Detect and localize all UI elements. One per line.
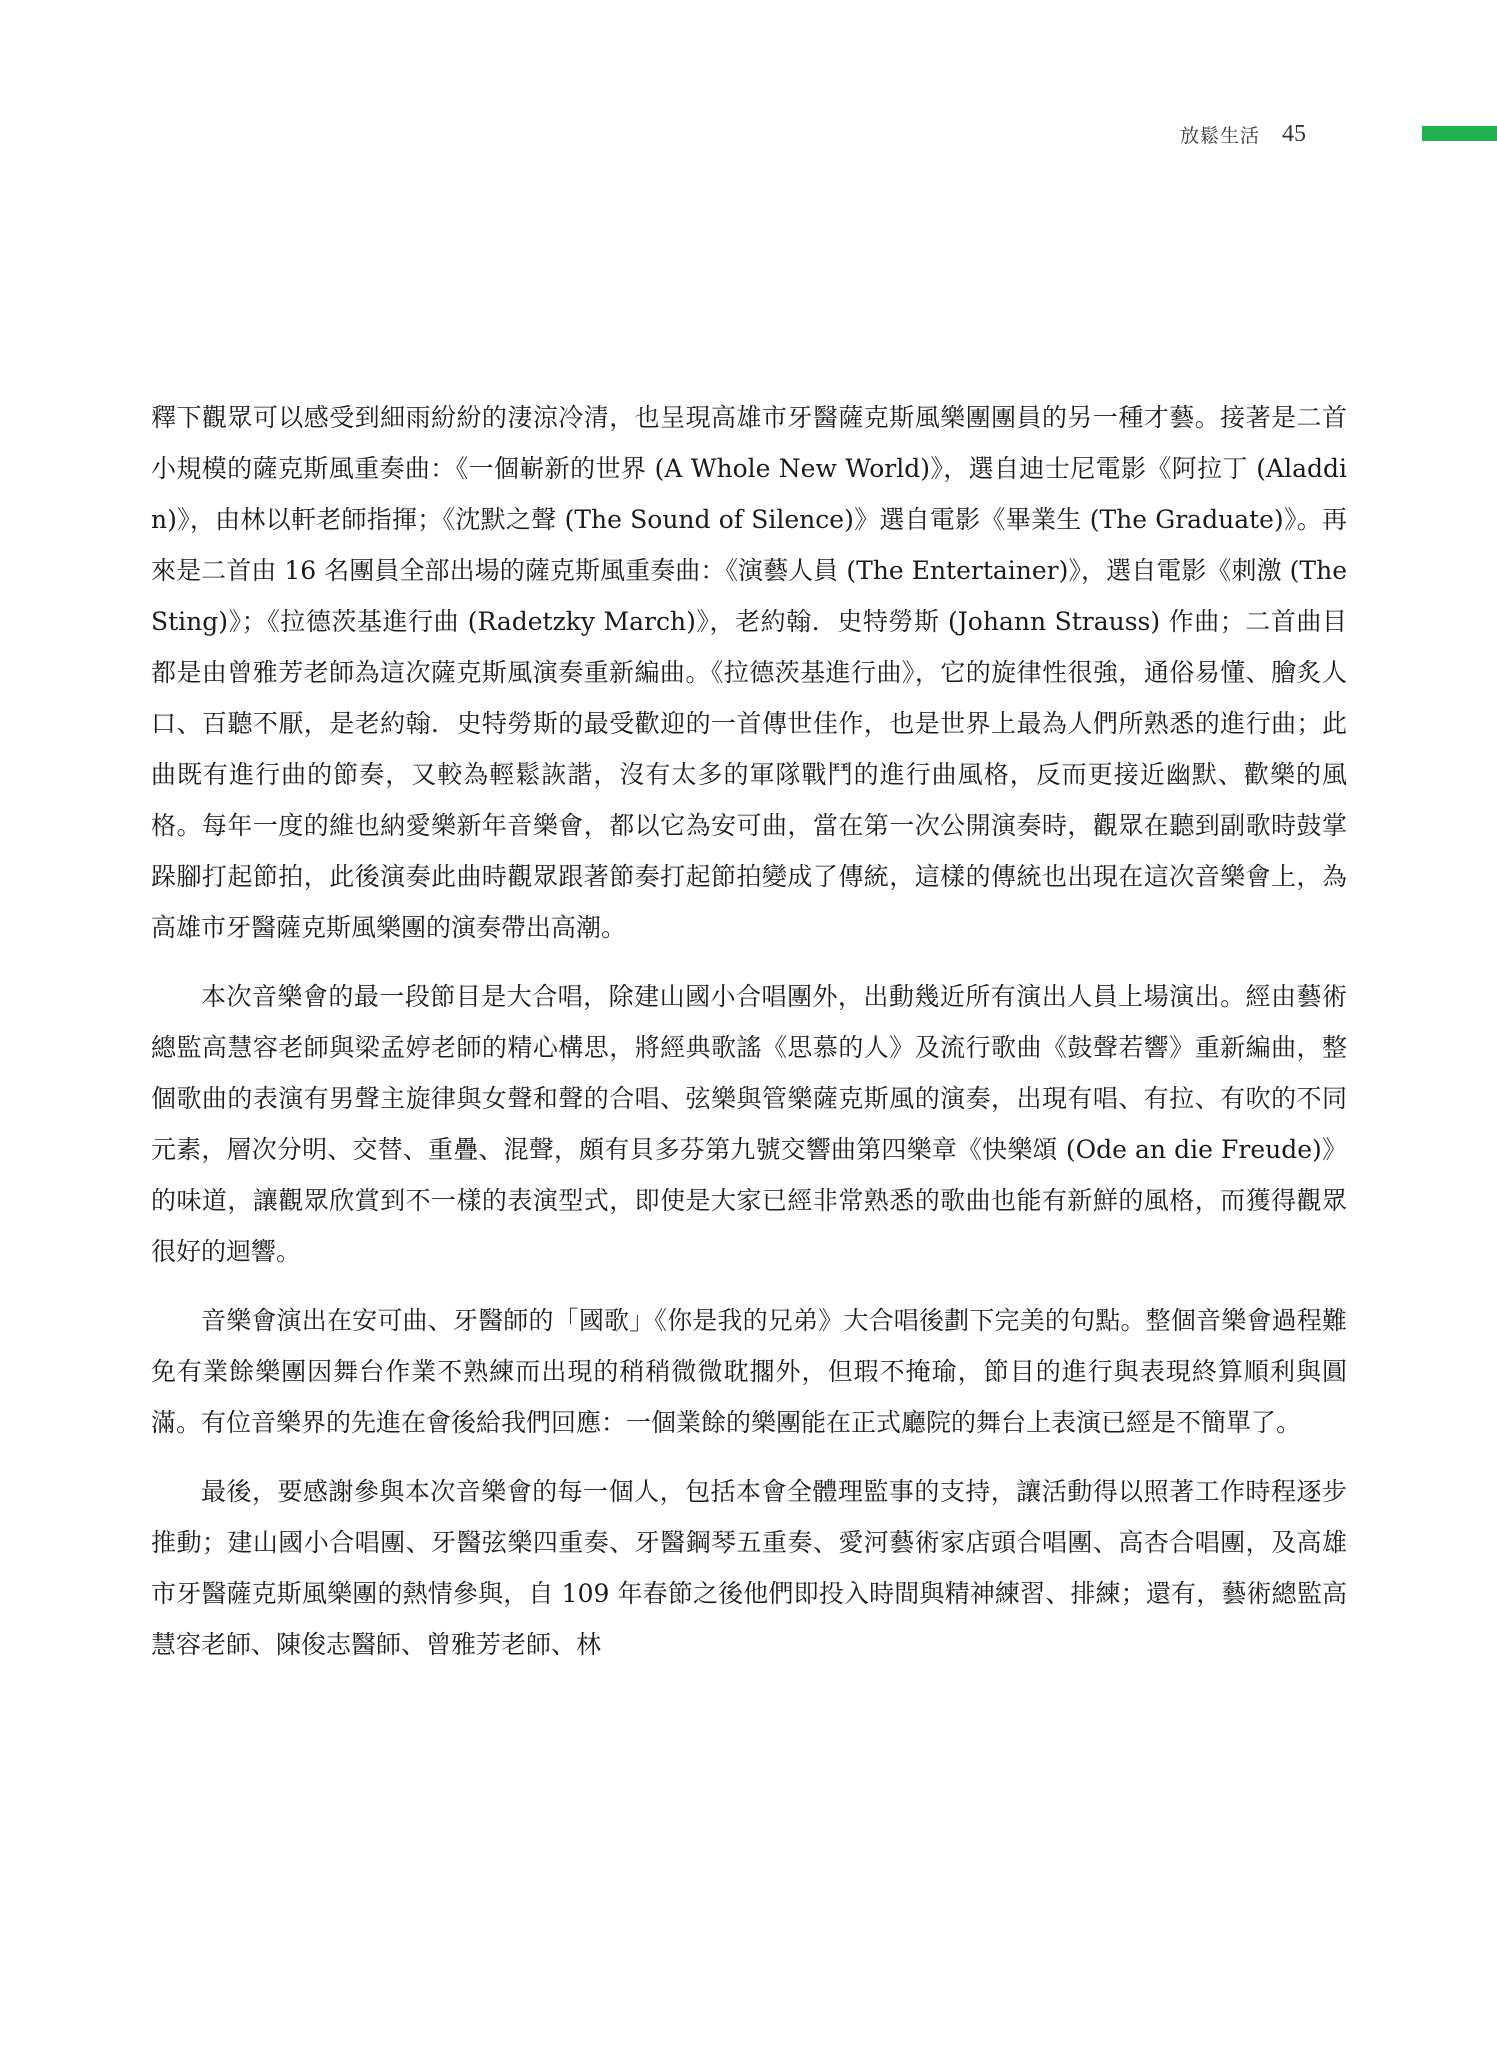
paragraph-3: 音樂會演出在安可曲、牙醫師的「國歌」《你是我的兄弟》大合唱後劃下完美的句點。整個音樂會過程難免有業餘樂團因舞台作業不熟練而出現的稍稍微微耽擱外，但瑕不掩瑜，節目的進行與表現終算順利與圓滿。有位音樂界的先進在會後給我們回應：一個業餘的樂團能在正式廳院的舞台上表演已經是不簡單了。 [151,1306,1347,1437]
accent-bar [1422,126,1497,141]
body-text [151,392,1347,1670]
paragraph-2: 本次音樂會的最一段節目是大合唱，除建山國小合唱團外，出動幾近所有演出人員上場演出。經由藝術總監高慧容老師與梁孟婷老師的精心構思，將經典歌謠《思慕的人》及流行歌曲《鼓聲若響》重新編曲，整個歌曲的表演有男聲主旋律與女聲和聲的合唱、弦樂與管樂薩克斯風的演奏，出現有唱、有拉、有吹的不同元素，層次分明、交替、重疊、混聲，頗有貝多芬第九號交響曲第四樂章《快樂頌 (Ode an die Freude)》的味道，讓觀眾欣賞到不一樣的表演型式，即使是大家已經非常熟悉的歌曲也能有新鮮的風格，而獲得觀眾很好的迴響。 [151,982,1347,1266]
running-header [1180,116,1306,152]
section-title: 放鬆生活 [1180,124,1261,147]
page-number: 45 [1282,120,1307,147]
paragraph-4: 最後，要感謝參與本次音樂會的每一個人，包括本會全體理監事的支持，讓活動得以照著工作時程逐步推動；建山國小合唱團、牙醫弦樂四重奏、牙醫鋼琴五重奏、愛河藝術家店頭合唱團、高杏合唱團，及高雄市牙醫薩克斯風樂團的熱情參與，自 109 年春節之後他們即投入時間與精神練習、排練；還有，藝術總監高慧容老師、陳俊志醫師、曾雅芳老師、林 [151,1477,1347,1659]
paragraph-1: 釋下觀眾可以感受到細雨紛紛的淒涼冷清，也呈現高雄市牙醫薩克斯風樂團團員的另一種才藝。接著是二首小規模的薩克斯風重奏曲：《一個嶄新的世界 (A Whole New World)》，選自迪士尼電影《阿拉丁 (Aladdin)》，由林以軒老師指揮；《沈默之聲 (The Sound of Silence)》選自電影《畢業生 (The Graduate)》。再來是二首由 16 名團員全部出場的薩克斯風重奏曲：《演藝人員 (The Entertainer)》，選自電影《刺激 (The Sting)》；《拉德茨基進行曲 (Radetzky March)》，老約翰．史特勞斯 (Johann Strauss) 作曲；二首曲目都是由曾雅芳老師為這次薩克斯風演奏重新編曲。《拉德茨基進行曲》，它的旋律性很強，通俗易懂、膾炙人口、百聽不厭，是老約翰．史特勞斯的最受歡迎的一首傳世佳作，也是世界上最為人們所熟悉的進行曲；此曲既有進行曲的節奏，又較為輕鬆詼諧，沒有太多的軍隊戰鬥的進行曲風格，反而更接近幽默、歡樂的風格。每年一度的維也納愛樂新年音樂會，都以它為安可曲，當在第一次公開演奏時，觀眾在聽到副歌時鼓掌跺腳打起節拍，此後演奏此曲時觀眾跟著節奏打起節拍變成了傳統，這樣的傳統也出現在這次音樂會上，為高雄市牙醫薩克斯風樂團的演奏帶出高潮。 [151,403,1347,942]
